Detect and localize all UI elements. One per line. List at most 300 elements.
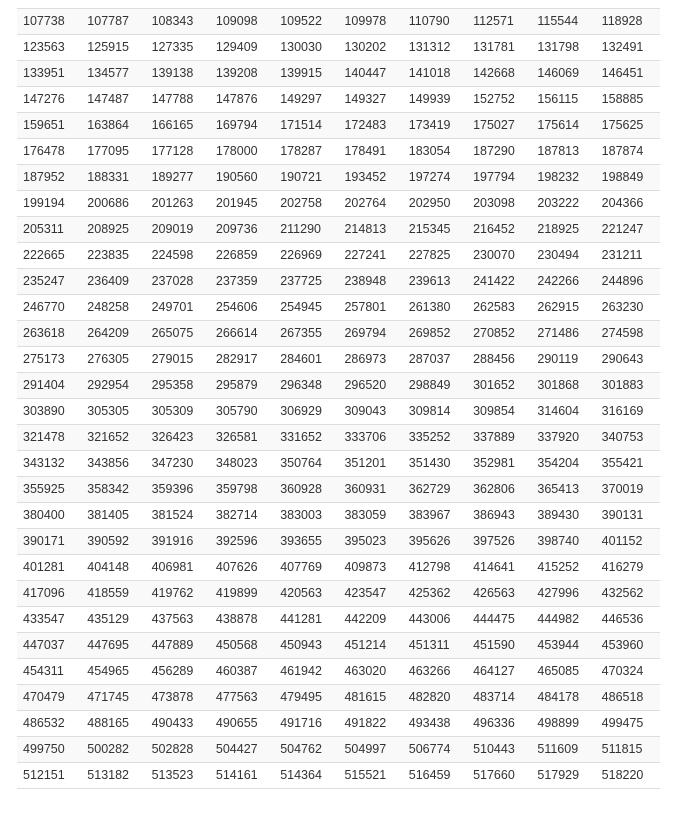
table-cell: 417096 [17,581,81,607]
table-cell: 292954 [81,373,145,399]
table-cell: 262915 [531,295,595,321]
table-cell: 190721 [274,165,338,191]
table-cell: 365413 [531,477,595,503]
table-row [17,165,660,191]
table-cell: 465085 [531,659,595,685]
table-cell: 175625 [596,113,660,139]
table-cell: 190560 [210,165,274,191]
table-cell: 486518 [596,685,660,711]
table-cell: 393655 [274,529,338,555]
table-cell: 450943 [274,633,338,659]
table-cell: 147876 [210,87,274,113]
table-cell: 491822 [338,711,402,737]
table-cell: 208925 [81,217,145,243]
table-cell: 108343 [146,9,210,35]
table-cell: 140447 [338,61,402,87]
table-cell: 447889 [146,633,210,659]
table-cell: 401281 [17,555,81,581]
table-cell: 269794 [338,321,402,347]
table-cell: 460387 [210,659,274,685]
table-cell: 262583 [467,295,531,321]
table-cell: 159651 [17,113,81,139]
table-cell: 107738 [17,9,81,35]
table-cell: 407626 [210,555,274,581]
table-cell: 257801 [338,295,402,321]
table-cell: 443006 [403,607,467,633]
table-cell: 513182 [81,763,145,789]
table-cell: 211290 [274,217,338,243]
table-cell: 112571 [467,9,531,35]
table-cell: 496336 [467,711,531,737]
table-cell: 392596 [210,529,274,555]
table-cell: 237028 [146,269,210,295]
table-cell: 209019 [146,217,210,243]
table-row [17,581,660,607]
table-cell: 249701 [146,295,210,321]
table-cell: 298849 [403,373,467,399]
table-cell: 146069 [531,61,595,87]
table-cell: 188331 [81,165,145,191]
table-cell: 423547 [338,581,402,607]
table-cell: 303890 [17,399,81,425]
table-cell: 390592 [81,529,145,555]
table-row [17,87,660,113]
table-cell: 205311 [17,217,81,243]
table-cell: 264209 [81,321,145,347]
table-row [17,633,660,659]
table-cell: 360931 [338,477,402,503]
table-cell: 246770 [17,295,81,321]
table-cell: 222665 [17,243,81,269]
table-cell: 446536 [596,607,660,633]
table-cell: 348023 [210,451,274,477]
table-cell: 236409 [81,269,145,295]
table-cell: 118928 [596,9,660,35]
table-cell: 381405 [81,503,145,529]
table-cell: 381524 [146,503,210,529]
table-cell: 484178 [531,685,595,711]
table-cell: 416279 [596,555,660,581]
table-cell: 156115 [531,87,595,113]
table-cell: 149297 [274,87,338,113]
table-cell: 451590 [467,633,531,659]
table-cell: 380400 [17,503,81,529]
table-cell: 398740 [531,529,595,555]
table-cell: 230494 [531,243,595,269]
table-cell: 269852 [403,321,467,347]
table-body [17,9,660,789]
table-cell: 238948 [338,269,402,295]
table-cell: 498899 [531,711,595,737]
table-cell: 517660 [467,763,531,789]
table-cell: 511609 [531,737,595,763]
table-cell: 463266 [403,659,467,685]
table-cell: 296348 [274,373,338,399]
table-row [17,425,660,451]
table-cell: 305309 [146,399,210,425]
table-cell: 354204 [531,451,595,477]
table-cell: 493438 [403,711,467,737]
table-row [17,243,660,269]
table-cell: 132491 [596,35,660,61]
table-cell: 202764 [338,191,402,217]
table-cell: 438878 [210,607,274,633]
table-cell: 441281 [274,607,338,633]
table-cell: 510443 [467,737,531,763]
table-cell: 454965 [81,659,145,685]
table-cell: 502828 [146,737,210,763]
table-cell: 451311 [403,633,467,659]
table-cell: 197274 [403,165,467,191]
table-cell: 263618 [17,321,81,347]
table-cell: 178287 [274,139,338,165]
table-cell: 490655 [210,711,274,737]
table-cell: 198849 [596,165,660,191]
table-cell: 401152 [596,529,660,555]
table-cell: 426563 [467,581,531,607]
table-cell: 351201 [338,451,402,477]
table-cell: 470324 [596,659,660,685]
table-cell: 360928 [274,477,338,503]
table-cell: 355925 [17,477,81,503]
table-cell: 172483 [338,113,402,139]
table-cell: 461942 [274,659,338,685]
table-cell: 290643 [596,347,660,373]
table-cell: 177128 [146,139,210,165]
table-cell: 187813 [531,139,595,165]
table-cell: 216452 [467,217,531,243]
table-cell: 241422 [467,269,531,295]
table-cell: 427996 [531,581,595,607]
table-cell: 301868 [531,373,595,399]
table-cell: 383059 [338,503,402,529]
table-cell: 149939 [403,87,467,113]
table-cell: 149327 [338,87,402,113]
table-cell: 513523 [146,763,210,789]
table-cell: 109978 [338,9,402,35]
table-cell: 425362 [403,581,467,607]
table-row [17,737,660,763]
table-row [17,451,660,477]
table-cell: 202950 [403,191,467,217]
table-cell: 169794 [210,113,274,139]
table-cell: 486532 [17,711,81,737]
table-cell: 437563 [146,607,210,633]
table-cell: 261380 [403,295,467,321]
table-cell: 173419 [403,113,467,139]
table-cell: 390131 [596,503,660,529]
table-cell: 227241 [338,243,402,269]
table-cell: 284601 [274,347,338,373]
table-cell: 451214 [338,633,402,659]
table-cell: 306929 [274,399,338,425]
table-row [17,555,660,581]
table-cell: 276305 [81,347,145,373]
table-cell: 202758 [274,191,338,217]
table-cell: 203222 [531,191,595,217]
table-cell: 227825 [403,243,467,269]
table-cell: 305305 [81,399,145,425]
table-cell: 244896 [596,269,660,295]
table-cell: 204366 [596,191,660,217]
table-cell: 359396 [146,477,210,503]
table-cell: 515521 [338,763,402,789]
table-cell: 506774 [403,737,467,763]
table-cell: 420563 [274,581,338,607]
table-cell: 109098 [210,9,274,35]
table-cell: 418559 [81,581,145,607]
table-cell: 454311 [17,659,81,685]
table-cell: 218925 [531,217,595,243]
table-cell: 201263 [146,191,210,217]
table-cell: 115544 [531,9,595,35]
table-cell: 432562 [596,581,660,607]
table-row [17,711,660,737]
table-cell: 326581 [210,425,274,451]
table-cell: 123563 [17,35,81,61]
table-cell: 395626 [403,529,467,555]
table-cell: 231211 [596,243,660,269]
table-cell: 471745 [81,685,145,711]
table-cell: 351430 [403,451,467,477]
table-cell: 404148 [81,555,145,581]
table-cell: 333706 [338,425,402,451]
table-cell: 147788 [146,87,210,113]
table-cell: 267355 [274,321,338,347]
table-cell: 479495 [274,685,338,711]
table-cell: 500282 [81,737,145,763]
table-cell: 198232 [531,165,595,191]
table-cell: 141018 [403,61,467,87]
table-cell: 382714 [210,503,274,529]
table-cell: 514161 [210,763,274,789]
table-row [17,503,660,529]
table-cell: 130202 [338,35,402,61]
table-cell: 223835 [81,243,145,269]
table-cell: 383003 [274,503,338,529]
table-row [17,321,660,347]
table-cell: 215345 [403,217,467,243]
table-cell: 266614 [210,321,274,347]
table-cell: 107787 [81,9,145,35]
table-cell: 248258 [81,295,145,321]
table-cell: 512151 [17,763,81,789]
table-cell: 288456 [467,347,531,373]
table-cell: 504427 [210,737,274,763]
table-cell: 499750 [17,737,81,763]
table-row [17,529,660,555]
table-cell: 355421 [596,451,660,477]
table-cell: 343856 [81,451,145,477]
table-cell: 518220 [596,763,660,789]
table-row [17,607,660,633]
table-cell: 230070 [467,243,531,269]
table-cell: 139915 [274,61,338,87]
table-cell: 463020 [338,659,402,685]
table-cell: 419762 [146,581,210,607]
table-cell: 499475 [596,711,660,737]
table-cell: 444982 [531,607,595,633]
table-row [17,113,660,139]
table-cell: 409873 [338,555,402,581]
table-cell: 175027 [467,113,531,139]
table-cell: 287037 [403,347,467,373]
table-cell: 279015 [146,347,210,373]
table-cell: 358342 [81,477,145,503]
table-cell: 362806 [467,477,531,503]
table-cell: 187952 [17,165,81,191]
table-cell: 444475 [467,607,531,633]
table-row [17,295,660,321]
table-cell: 504762 [274,737,338,763]
table-cell: 152752 [467,87,531,113]
table-cell: 490433 [146,711,210,737]
table-cell: 321478 [17,425,81,451]
table-cell: 470479 [17,685,81,711]
table-cell: 390171 [17,529,81,555]
table-cell: 488165 [81,711,145,737]
table-cell: 224598 [146,243,210,269]
table-cell: 171514 [274,113,338,139]
table-cell: 370019 [596,477,660,503]
table-cell: 183054 [403,139,467,165]
table-cell: 435129 [81,607,145,633]
table-cell: 386943 [467,503,531,529]
table-cell: 453960 [596,633,660,659]
table-cell: 163864 [81,113,145,139]
table-cell: 177095 [81,139,145,165]
table-row [17,659,660,685]
table-cell: 453944 [531,633,595,659]
table-cell: 397526 [467,529,531,555]
table-cell: 477563 [210,685,274,711]
table-cell: 391916 [146,529,210,555]
table-cell: 133951 [17,61,81,87]
table-cell: 166165 [146,113,210,139]
table-cell: 359798 [210,477,274,503]
table-row [17,477,660,503]
table-row [17,399,660,425]
table-cell: 442209 [338,607,402,633]
table-cell: 242266 [531,269,595,295]
table-cell: 309814 [403,399,467,425]
table-cell: 239613 [403,269,467,295]
table-cell: 139208 [210,61,274,87]
table-cell: 134577 [81,61,145,87]
table-cell: 237725 [274,269,338,295]
table-cell: 274598 [596,321,660,347]
table-cell: 350764 [274,451,338,477]
table-cell: 337920 [531,425,595,451]
table-row [17,269,660,295]
table-cell: 296520 [338,373,402,399]
table-row [17,139,660,165]
table-row [17,373,660,399]
table-row [17,685,660,711]
table-cell: 214813 [338,217,402,243]
table-cell: 326423 [146,425,210,451]
table-cell: 139138 [146,61,210,87]
table-cell: 362729 [403,477,467,503]
table-cell: 189277 [146,165,210,191]
table-cell: 209736 [210,217,274,243]
table-cell: 199194 [17,191,81,217]
table-row [17,61,660,87]
table-cell: 504997 [338,737,402,763]
table-cell: 221247 [596,217,660,243]
table-cell: 200686 [81,191,145,217]
table-cell: 482820 [403,685,467,711]
table-cell: 265075 [146,321,210,347]
table-cell: 309854 [467,399,531,425]
table-cell: 483714 [467,685,531,711]
table-cell: 419899 [210,581,274,607]
table-cell: 406981 [146,555,210,581]
table-cell: 146451 [596,61,660,87]
table-cell: 301883 [596,373,660,399]
table-cell: 464127 [467,659,531,685]
table-cell: 130030 [274,35,338,61]
table-cell: 383967 [403,503,467,529]
table-cell: 270852 [467,321,531,347]
table-row [17,35,660,61]
table-cell: 415252 [531,555,595,581]
table-cell: 147487 [81,87,145,113]
table-cell: 158885 [596,87,660,113]
table-cell: 275173 [17,347,81,373]
table-cell: 203098 [467,191,531,217]
table-cell: 389430 [531,503,595,529]
table-cell: 491716 [274,711,338,737]
table-cell: 347230 [146,451,210,477]
table-cell: 290119 [531,347,595,373]
table-cell: 131312 [403,35,467,61]
data-table-container [17,8,660,789]
table-cell: 129409 [210,35,274,61]
table-cell: 201945 [210,191,274,217]
table-cell: 131781 [467,35,531,61]
table-cell: 254945 [274,295,338,321]
table-cell: 109522 [274,9,338,35]
table-row [17,191,660,217]
table-cell: 407769 [274,555,338,581]
table-cell: 110790 [403,9,467,35]
table-cell: 282917 [210,347,274,373]
table-cell: 127335 [146,35,210,61]
table-cell: 514364 [274,763,338,789]
table-cell: 395023 [338,529,402,555]
table-cell: 473878 [146,685,210,711]
table-cell: 291404 [17,373,81,399]
data-table [17,8,660,789]
table-cell: 295879 [210,373,274,399]
table-cell: 193452 [338,165,402,191]
table-cell: 295358 [146,373,210,399]
table-cell: 286973 [338,347,402,373]
table-cell: 178000 [210,139,274,165]
table-row [17,217,660,243]
table-cell: 343132 [17,451,81,477]
table-cell: 142668 [467,61,531,87]
table-cell: 340753 [596,425,660,451]
table-cell: 125915 [81,35,145,61]
table-cell: 481615 [338,685,402,711]
table-cell: 447037 [17,633,81,659]
table-cell: 131798 [531,35,595,61]
table-cell: 305790 [210,399,274,425]
table-cell: 226859 [210,243,274,269]
table-cell: 456289 [146,659,210,685]
